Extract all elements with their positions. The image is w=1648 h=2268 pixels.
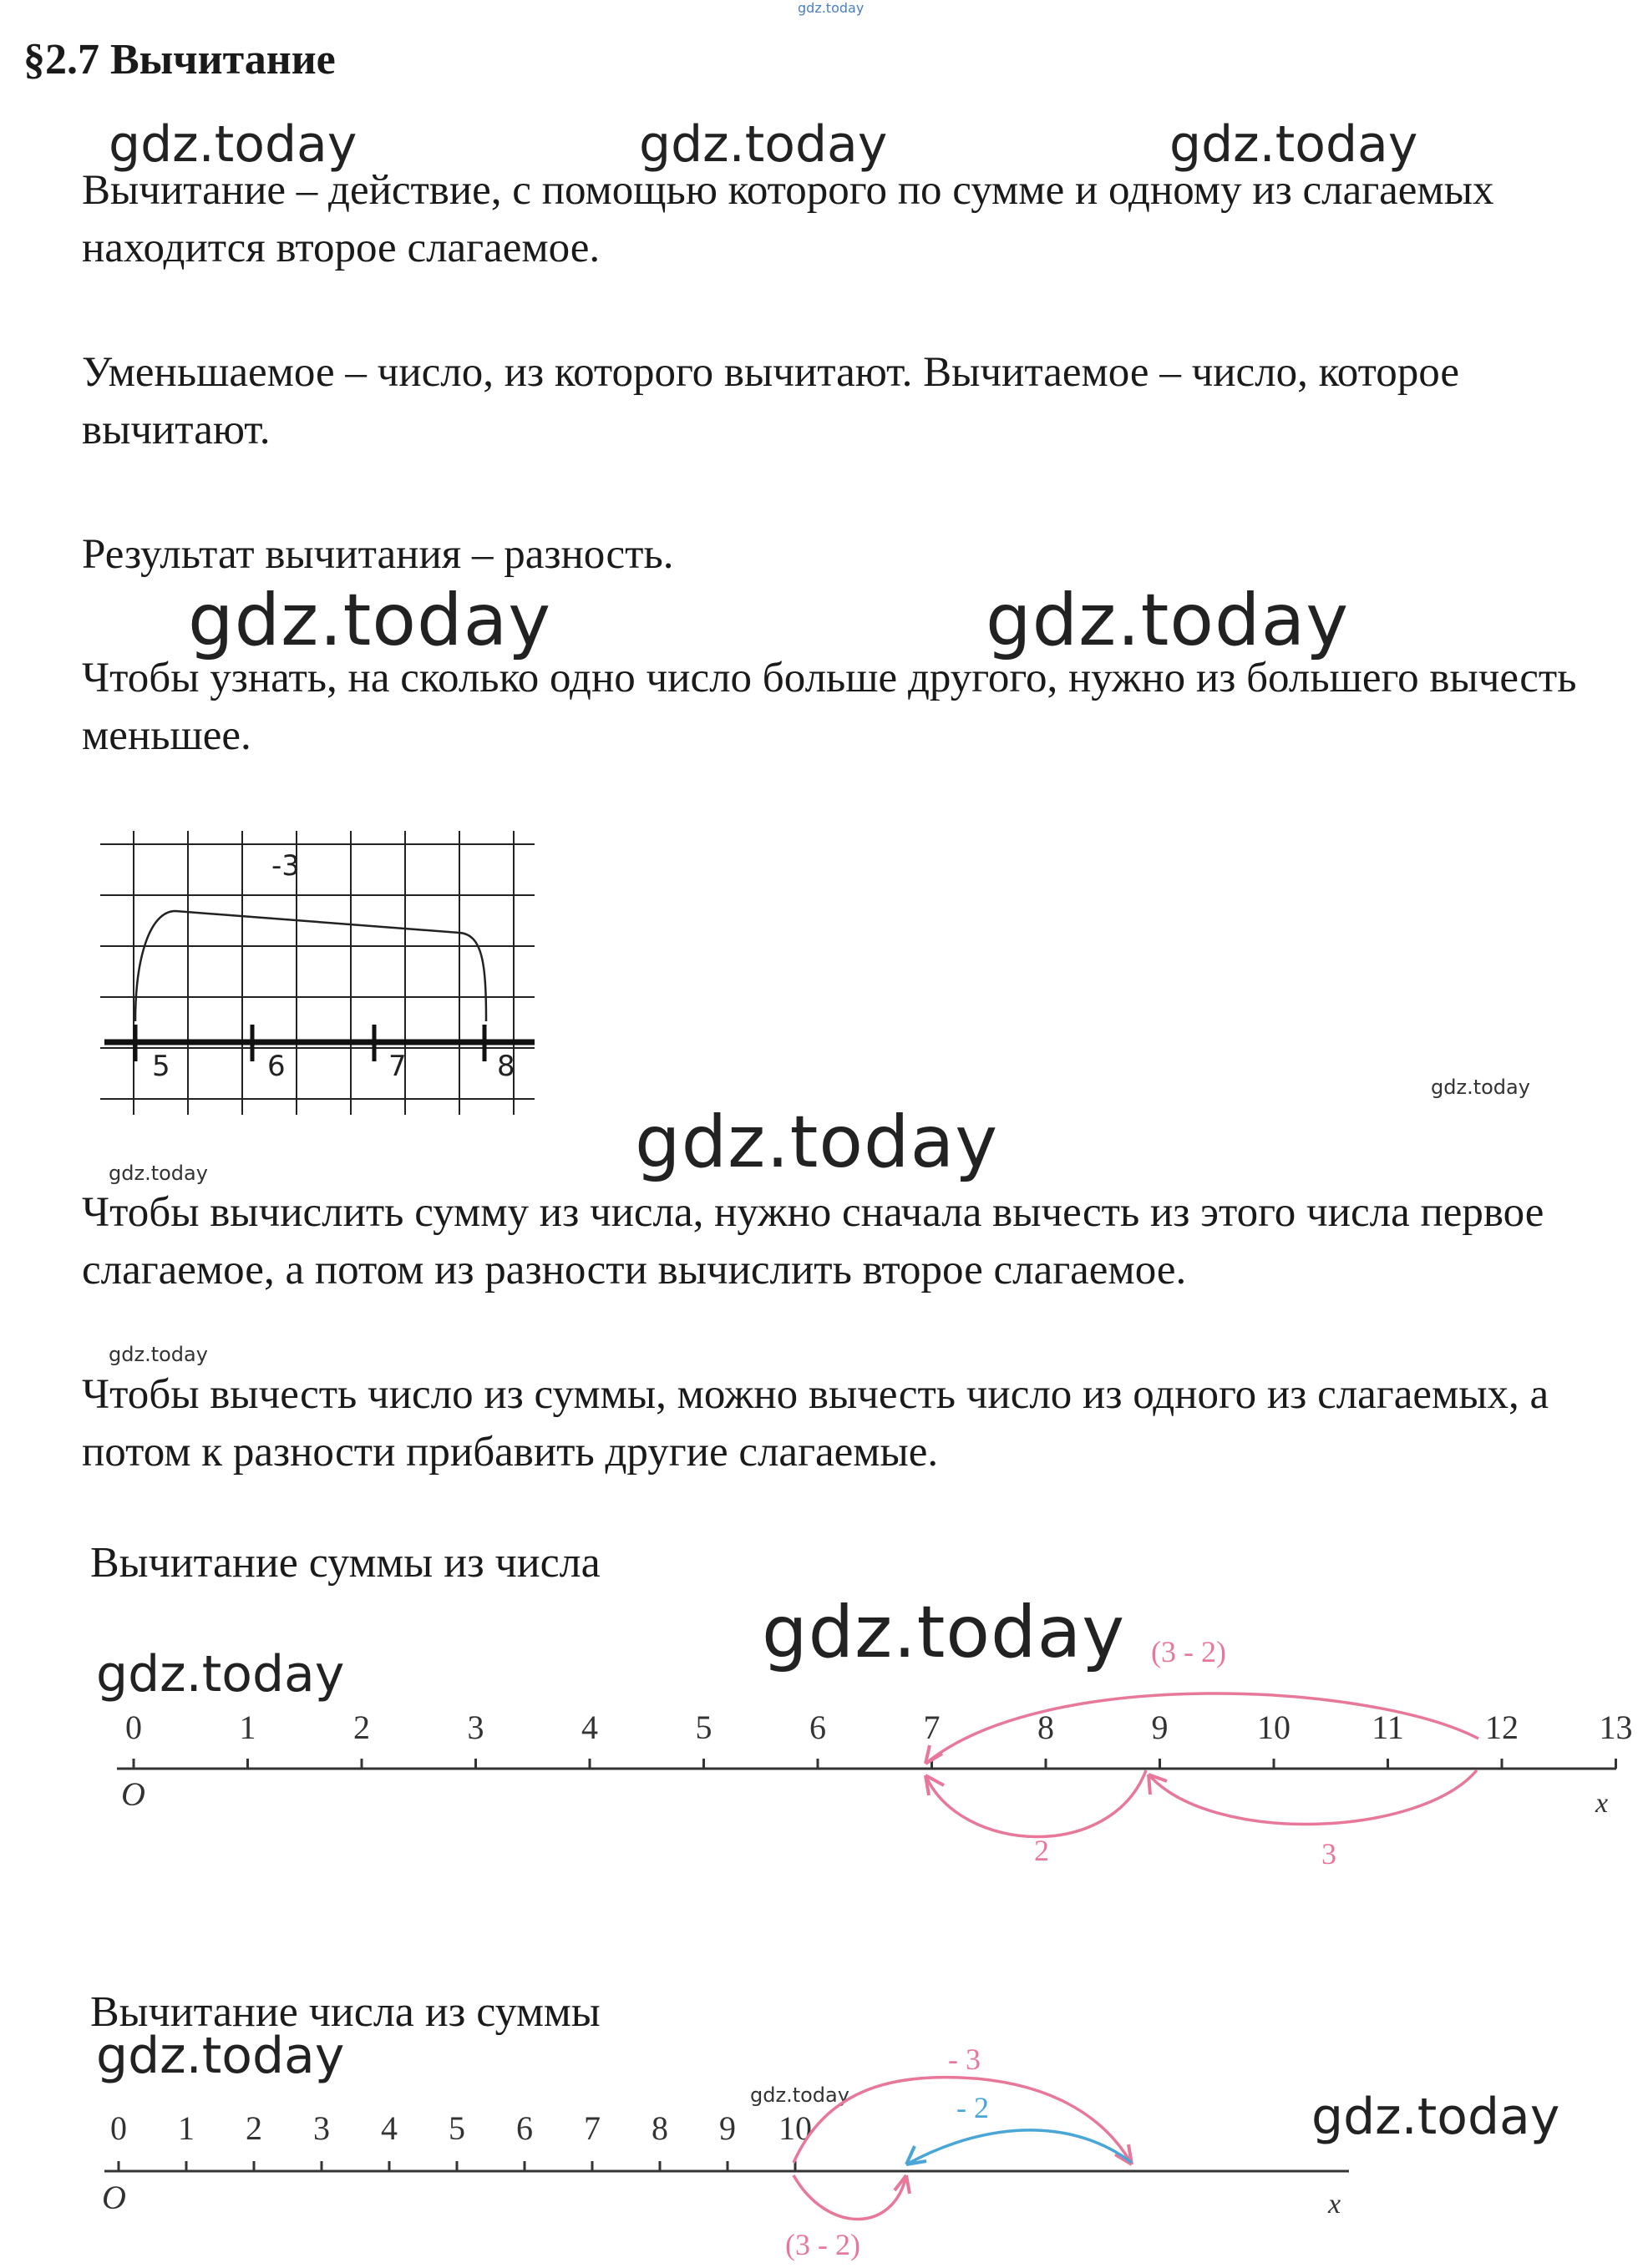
- number-line-label: 8: [652, 2109, 668, 2147]
- paragraph-terms: Уменьшаемое – число, из которого вычитают. Вычитаемое – число, которое вычитают.: [82, 349, 1459, 453]
- grid-tick-label: 5: [152, 1050, 170, 1083]
- number-line-label: 5: [449, 2109, 465, 2147]
- watermark: gdz.today: [750, 2083, 849, 2107]
- figure1-top-arc-label: (3 - 2): [1151, 1635, 1226, 1668]
- watermark-top: gdz.today: [798, 0, 865, 16]
- number-line-label: 0: [110, 2109, 127, 2147]
- number-line-label: 4: [381, 2109, 398, 2147]
- watermark: gdz.today: [96, 2027, 345, 2085]
- paragraph-result: Результат вычитания – разность.: [82, 531, 674, 578]
- figure2-top-arc-label: - 3: [948, 2043, 981, 2076]
- figure2-origin: O: [102, 2179, 126, 2216]
- number-line-label: 9: [1151, 1709, 1169, 1746]
- figure1-number-line: [0, 1635, 1648, 1887]
- figure2-number-line: [0, 2038, 1648, 2268]
- number-line-label: 3: [313, 2109, 330, 2147]
- watermark: gdz.today: [109, 1343, 208, 1366]
- watermark: gdz.today: [635, 1101, 999, 1184]
- number-line-label: 2: [353, 1709, 370, 1746]
- number-line-label: 5: [695, 1709, 712, 1746]
- number-line-label: 6: [809, 1709, 826, 1746]
- paragraph-number-from-sum: Чтобы вычесть число из суммы, можно вычесть число из одного из слагаемых, а потом к разности прибавить другие слагаемые.: [82, 1371, 1549, 1476]
- watermark: gdz.today: [1431, 1076, 1530, 1099]
- number-line-label: 7: [584, 2109, 601, 2147]
- number-line-label: 7: [923, 1709, 941, 1746]
- watermark: gdz.today: [96, 1645, 345, 1704]
- figure2-title: Вычитание числа из суммы: [90, 1988, 601, 2036]
- watermark: gdz.today: [109, 1162, 208, 1185]
- figure1-arc-label-3: 3: [1321, 1837, 1336, 1871]
- figure2-bottom-label: (3 - 2): [785, 2228, 860, 2261]
- number-line-label: 13: [1599, 1709, 1633, 1746]
- grid-tick-label: 8: [497, 1050, 515, 1083]
- number-line-label: 12: [1485, 1709, 1519, 1746]
- number-line-label: 4: [581, 1709, 598, 1746]
- grid-tick-label: 7: [388, 1050, 407, 1083]
- number-line-label: 2: [246, 2109, 262, 2147]
- paragraph-compare: Чтобы узнать, на сколько одно число больше другого, нужно из большего вычесть меньшее.: [82, 655, 1577, 759]
- paragraph-sum-from-number: Чтобы вычислить сумму из числа, нужно сначала вычесть из этого числа первое слагаемое, а потом из разности вычислить второе слагаемое.: [82, 1189, 1544, 1293]
- figure1-origin: O: [121, 1775, 145, 1813]
- figure1-title: Вычитание суммы из числа: [90, 1539, 601, 1587]
- section-title: §2.7 Вычитание: [23, 36, 336, 84]
- figure2-axis-label: x: [1328, 2189, 1341, 2220]
- number-line-label: 6: [516, 2109, 533, 2147]
- watermark: gdz.today: [986, 579, 1350, 662]
- watermark: gdz.today: [639, 115, 888, 174]
- number-line-label: 8: [1037, 1709, 1054, 1746]
- number-line-label: 10: [1257, 1709, 1291, 1746]
- watermark: gdz.today: [1169, 115, 1418, 174]
- paragraph-definition: Вычитание – действие, с помощью которого по сумме и одному из слагаемых находится второе слагаемое.: [82, 167, 1494, 271]
- watermark: gdz.today: [762, 1591, 1126, 1674]
- figure2-blue-label: - 2: [956, 2091, 989, 2124]
- watermark: gdz.today: [109, 115, 357, 174]
- number-line-label: 9: [719, 2109, 736, 2147]
- grid-tick-label: 6: [267, 1050, 286, 1083]
- number-line-label: 1: [239, 1709, 256, 1746]
- figure1-axis-label: x: [1595, 1788, 1609, 1819]
- grid-figure: [100, 831, 551, 1115]
- number-line-label: 10: [778, 2109, 812, 2147]
- figure1-arc-label-2: 2: [1034, 1834, 1049, 1867]
- watermark: gdz.today: [1311, 2088, 1560, 2146]
- number-line-label: 1: [178, 2109, 195, 2147]
- number-line-label: 0: [125, 1709, 142, 1746]
- number-line-label: 3: [467, 1709, 484, 1746]
- number-line-label: 11: [1372, 1709, 1404, 1746]
- watermark: gdz.today: [188, 579, 552, 662]
- grid-arc-label: -3: [271, 849, 300, 883]
